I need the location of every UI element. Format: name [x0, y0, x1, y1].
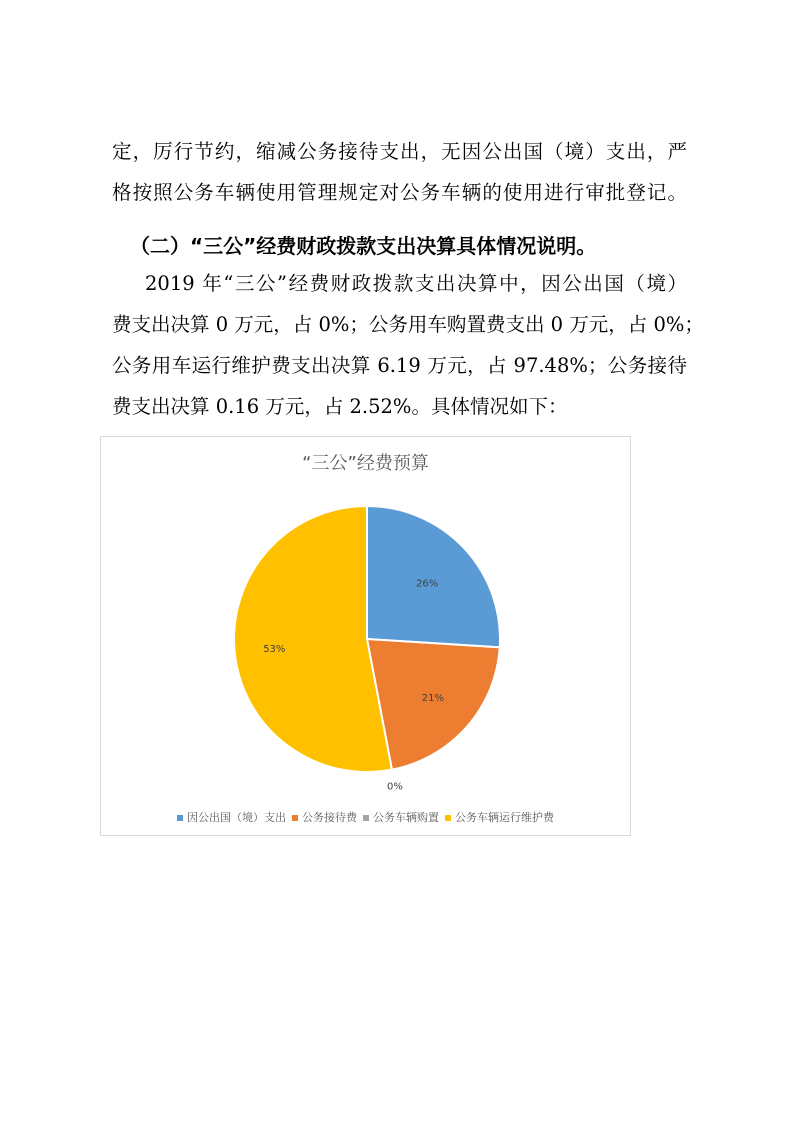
pie-data-label: 21% [421, 693, 444, 705]
paragraph-line-2: 格按照公务车辆使用管理规定对公务车辆的使用进行审批登记。 [112, 181, 687, 204]
pie-chart-svg [101, 437, 632, 837]
paragraph-line-1: 定，厉行节约，缩减公务接待支出，无因公出国（境）支出，严 [112, 140, 687, 163]
legend-swatch [177, 815, 183, 821]
body-line-4: 费支出决算 0.16 万元，占 2.52%。具体情况如下： [112, 395, 568, 418]
chart-title: “三公”经费预算 [302, 453, 429, 474]
body-line-2: 费支出决算 0 万元，占 0%；公务用车购置费支出 0 万元，占 0%； [112, 313, 704, 336]
legend-swatch [363, 815, 369, 821]
pie-data-label: 26% [415, 578, 439, 590]
body-line-3: 公务用车运行维护费支出决算 6.19 万元，占 97.48%；公务接待 [112, 354, 687, 377]
legend-label: 公务车辆购置 [373, 811, 439, 824]
pie-data-label: 0% [386, 781, 403, 793]
legend-item [177, 809, 286, 825]
legend-label: 因公出国（境）支出 [187, 811, 286, 824]
pie-chart [100, 436, 631, 836]
section-heading: （二）“三公”经费财政拨款支出决算具体情况说明。 [130, 234, 597, 258]
pie-data-label: 53% [263, 643, 286, 655]
legend-label: 公务接待费 [302, 811, 357, 824]
legend-swatch [445, 815, 451, 821]
legend-item [292, 809, 357, 825]
legend-item [363, 809, 439, 825]
legend-swatch [292, 815, 298, 821]
body-line-1: 2019 年“三公”经费财政拨款支出决算中，因公出国（境） [145, 272, 687, 295]
chart-legend [101, 809, 630, 825]
legend-label: 公务车辆运行维护费 [455, 811, 554, 824]
pie-slice [367, 506, 500, 647]
legend-item [445, 809, 554, 825]
